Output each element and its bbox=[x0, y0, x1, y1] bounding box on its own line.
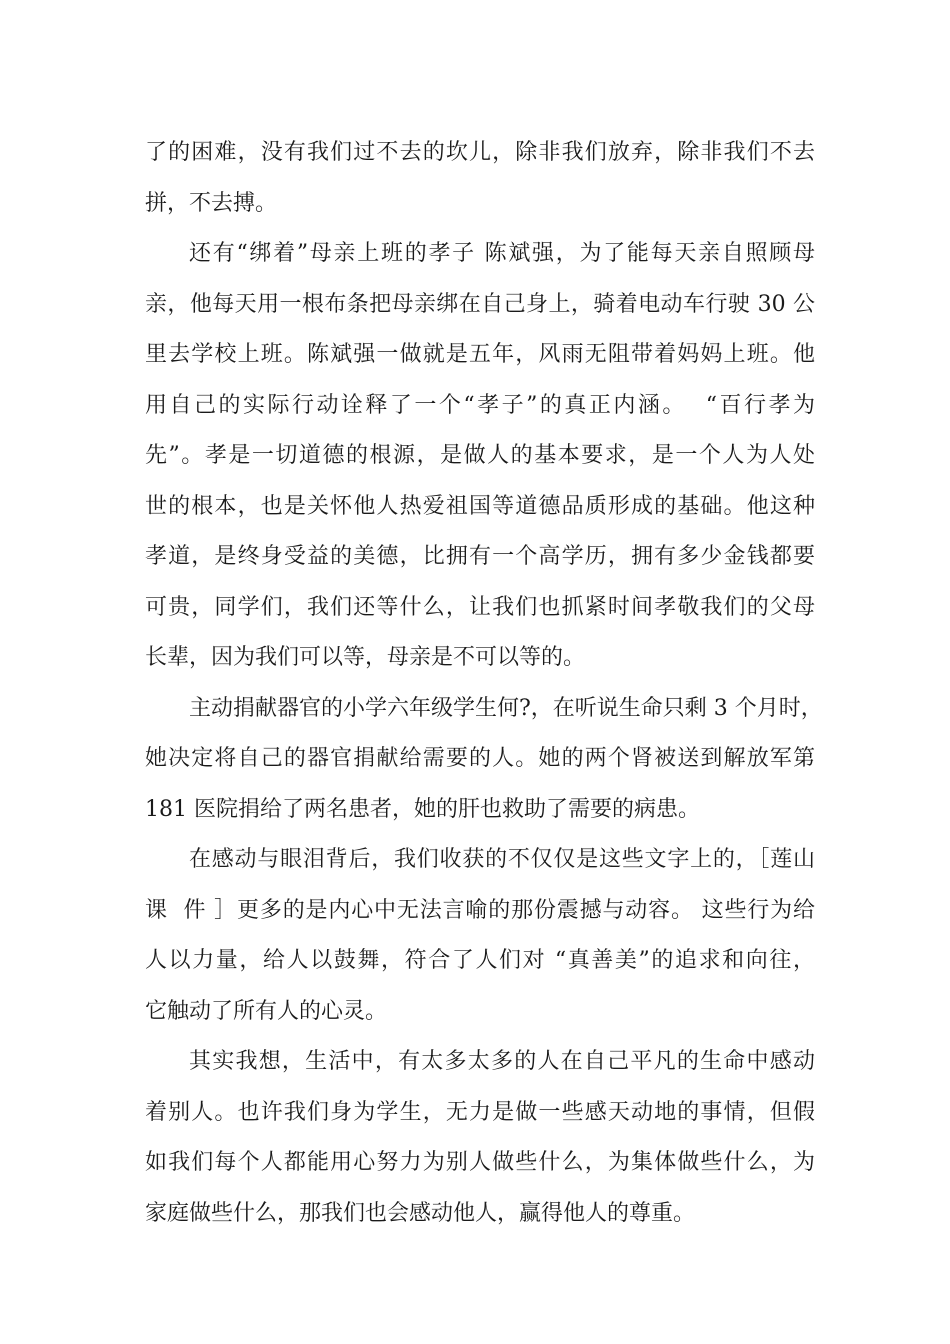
text-line: 孝道，是终身受益的美德，比拥有一个高学历，拥有多少金钱都要 bbox=[145, 544, 815, 569]
text-line: 了的困难，没有我们过不去的坎儿，除非我们放弃，除非我们不去 bbox=[145, 140, 815, 165]
text-line: 人以力量，给人以鼓舞，符合了人们对 “真善美”的追求和向往， bbox=[145, 948, 815, 973]
paragraph bbox=[145, 229, 815, 684]
text-line: 主动捐献器官的小学六年级学生何?，在听说生命只剩 3 个月时， bbox=[189, 695, 823, 721]
paragraph bbox=[145, 1037, 815, 1239]
text-line: 她决定将自己的器官捐献给需要的人。她的两个肾被送到解放军第 bbox=[145, 746, 815, 771]
text-line: 用自己的实际行动诠释了一个“孝子”的真正内涵。 “百行孝为 bbox=[145, 392, 815, 418]
text-line: 还有“绑着”母亲上班的孝子 陈斌强，为了能每天亲自照顾母 bbox=[189, 241, 815, 266]
text-line: 可贵，同学们，我们还等什么，让我们也抓紧时间孝敬我们的父母 bbox=[145, 594, 815, 620]
body-text bbox=[145, 128, 823, 1239]
text-line: 长辈，因为我们可以等，母亲是不可以等的。 bbox=[145, 645, 586, 670]
text-line: 在感动与眼泪背后，我们收获的不仅仅是这些文字上的，［莲山 bbox=[189, 847, 815, 872]
text-line: 其实我想，生活中，有太多太多的人在自己平凡的生命中感动 bbox=[189, 1049, 815, 1074]
text-line: 先”。孝是一切道德的根源，是做人的基本要求，是一个人为人处 bbox=[145, 443, 815, 468]
paragraph bbox=[145, 835, 815, 1037]
text-line: 181 医院捐给了两名患者，她的肝也救助了需要的病患。 bbox=[145, 796, 700, 822]
text-line: 它触动了所有人的心灵。 bbox=[145, 998, 388, 1024]
paragraph bbox=[145, 128, 815, 229]
text-line: 世的根本，也是关怀他人热爱祖国等道德品质形成的基础。他这种 bbox=[145, 493, 815, 519]
text-line: 如我们每个人都能用心努力为别人做些什么，为集体做些什么，为 bbox=[145, 1150, 815, 1175]
text-line: 家庭做些什么，那我们也会感动他人，赢得他人的尊重。 bbox=[145, 1200, 696, 1226]
text-line: 着别人。也许我们身为学生，无力是做一些感天动地的事情，但假 bbox=[145, 1099, 815, 1125]
text-line: 里去学校上班。陈斌强一做就是五年，风雨无阻带着妈妈上班。他 bbox=[145, 342, 815, 367]
paragraph bbox=[145, 684, 823, 836]
text-line: 亲，他每天用一根布条把母亲绑在自己身上，骑着电动车行驶 30 公 bbox=[145, 291, 815, 317]
text-line: 课 件 ］更多的是内心中无法言喻的那份震撼与动容。 这些行为给 bbox=[145, 897, 815, 923]
text-line: 拼，不去搏。 bbox=[145, 190, 278, 216]
